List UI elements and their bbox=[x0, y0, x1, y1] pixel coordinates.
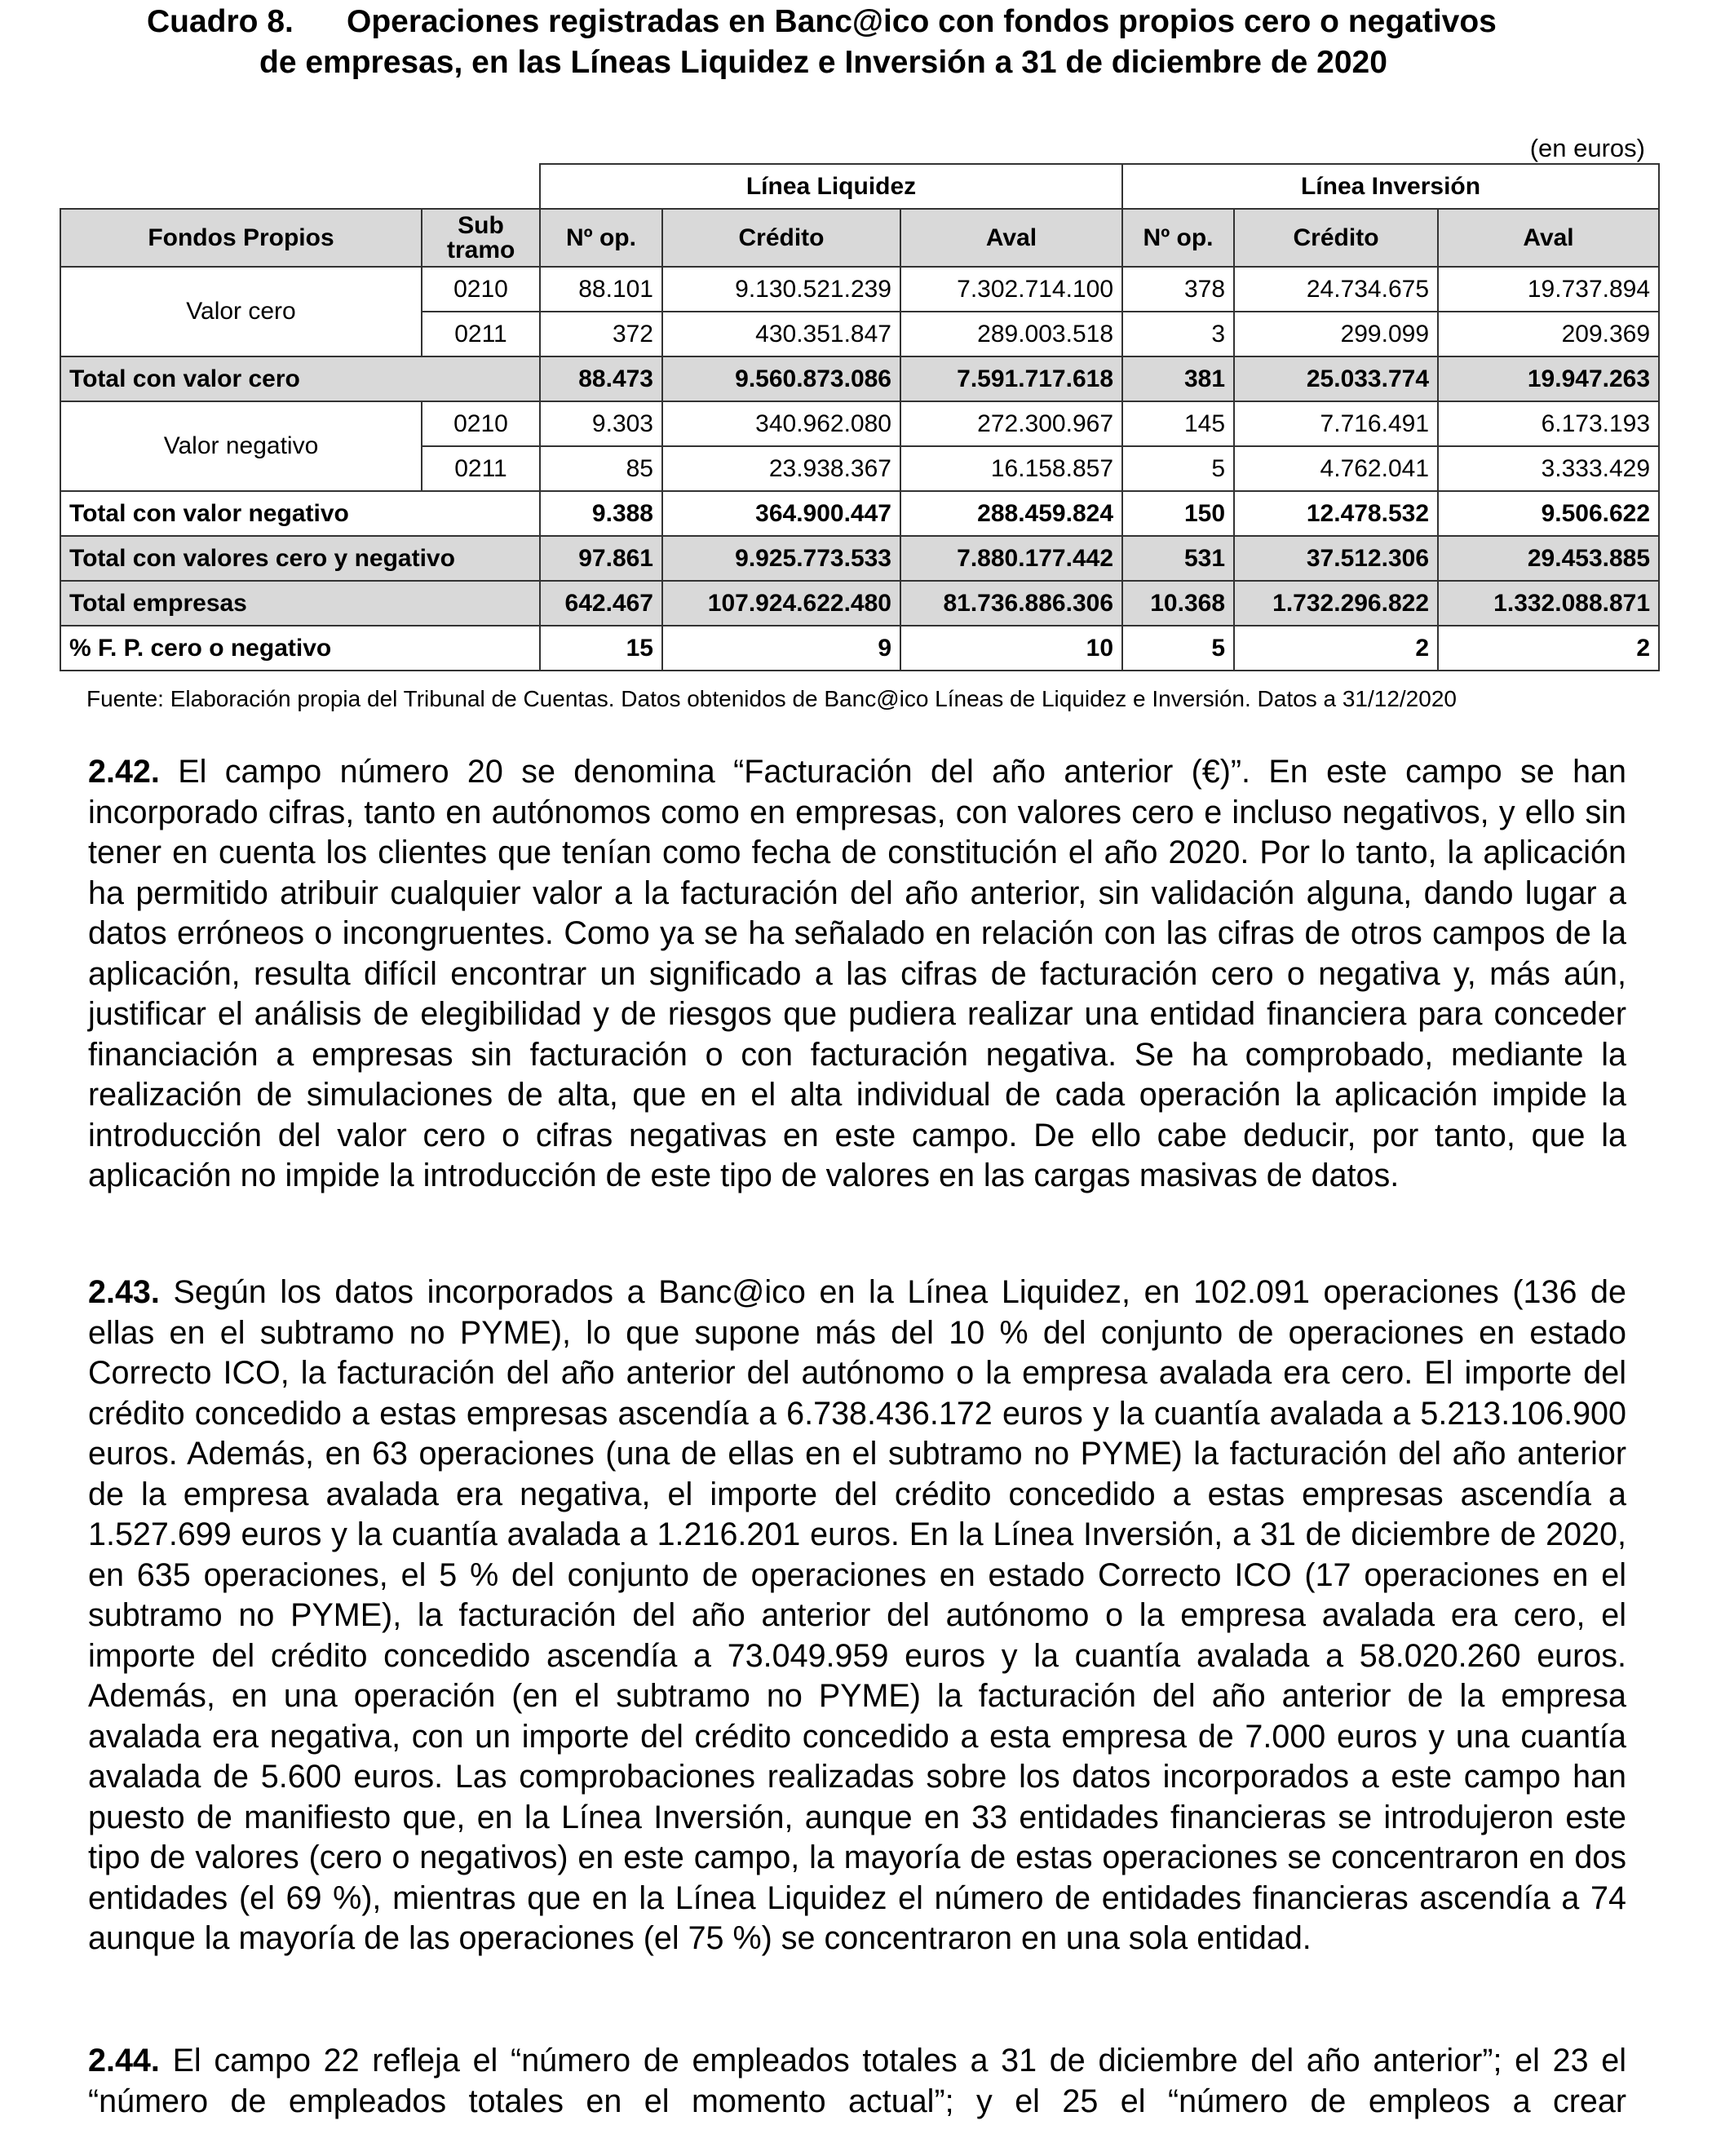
table-number: Cuadro 8. bbox=[147, 4, 294, 39]
paragraph-2-43 bbox=[88, 1273, 1626, 1959]
title-line-2: de empresas, en las Líneas Liquidez e Inversión a 31 de diciembre de 2020 bbox=[259, 45, 1387, 80]
cell-liq-nop: 9.388 bbox=[540, 491, 662, 536]
paragraph-text: Según los datos incorporados a Banc@ico en la Línea Liquidez, en 102.091 operaciones (136 de ellas en el subtramo no PYME), lo que supone más del 10 % del conjunto de operaciones en estado Correcto ICO, la facturación del año anterior del autónomo o la empresa avalada era cero. El importe del crédito concedido a estas empresas ascendía a 6.738.436.172 euros y la cuantía avalada a 5.213.106.900 euros. Además, en 63 operaciones (una de ellas en el subtramo no PYME) la facturación del año anterior de la empresa avalada era negativa, el importe del crédito concedido a estas empresas ascendía a 1.527.699 euros y la cuantía avalada a 1.216.201 euros. En la Línea Inversión, a 31 de diciembre de 2020, en 635 operaciones, el 5 % del conjunto de operaciones en estado Correcto ICO (17 operaciones en el subtramo no PYME), la facturación del año anterior del autónomo o la empresa avalada era cero, el importe del crédito concedido ascendía a 73.049.959 euros y la cuantía avalada a 58.020.260 euros. Además, en una operación (en el subtramo no PYME) la facturación del año anterior de la empresa avalada era negativa, con un importe del crédito concedido a esta empresa de 7.000 euros y una cuantía avalada de 5.600 euros. Las comprobaciones realizadas sobre los datos incorporados a este campo han puesto de manifiesto que, en la Línea Inversión, aunque en 33 entidades financieras se introdujeron este tipo de valores (cero o negativos) en este campo, la mayoría de estas operaciones se concentraron en dos entidades (el 69 %), mientras que en la Línea Liquidez el número de entidades financieras ascendía a 74 aunque la mayoría de las operaciones (el 75 %) se concentraron en una sola entidad. bbox=[88, 1274, 1626, 1956]
units-note: (en euros) bbox=[1529, 134, 1645, 162]
table-title bbox=[147, 2, 1631, 83]
cell-liq-aval: 16.158.857 bbox=[900, 446, 1122, 491]
cell-inv-aval: 29.453.885 bbox=[1438, 536, 1659, 581]
paragraph-number: 2.43. bbox=[88, 1274, 160, 1310]
cell-inv-aval: 209.369 bbox=[1438, 312, 1659, 356]
cell-liq-aval: 7.880.177.442 bbox=[900, 536, 1122, 581]
cell-subtramo: 0211 bbox=[422, 312, 540, 356]
cell-inv-nop: 5 bbox=[1122, 446, 1234, 491]
cell-inv-nop: 10.368 bbox=[1122, 581, 1234, 626]
cell-liq-credito: 430.351.847 bbox=[662, 312, 900, 356]
total-row-valor-cero bbox=[60, 356, 1659, 401]
cell-inv-aval: 2 bbox=[1438, 626, 1659, 671]
cell-liq-aval: 10 bbox=[900, 626, 1122, 671]
cell-inv-aval: 19.737.894 bbox=[1438, 267, 1659, 312]
cell-inv-credito: 299.099 bbox=[1234, 312, 1438, 356]
cell-liq-nop: 642.467 bbox=[540, 581, 662, 626]
header-linea-inversion: Línea Inversión bbox=[1122, 164, 1659, 209]
cell-inv-aval: 3.333.429 bbox=[1438, 446, 1659, 491]
group-header-row bbox=[60, 164, 1659, 209]
cell-liq-nop: 88.473 bbox=[540, 356, 662, 401]
header-liq-credito: Crédito bbox=[662, 209, 900, 267]
paragraph-2-42 bbox=[88, 752, 1626, 1197]
header-liq-nop: Nº op. bbox=[540, 209, 662, 267]
total-label: Total con valores cero y negativo bbox=[60, 536, 540, 581]
paragraph-number: 2.42. bbox=[88, 754, 160, 790]
header-inv-aval: Aval bbox=[1438, 209, 1659, 267]
cell-inv-credito: 7.716.491 bbox=[1234, 401, 1438, 446]
cell-inv-aval: 6.173.193 bbox=[1438, 401, 1659, 446]
cell-liq-aval: 289.003.518 bbox=[900, 312, 1122, 356]
title-line-1 bbox=[147, 2, 1631, 42]
total-label: Total empresas bbox=[60, 581, 540, 626]
cell-liq-aval: 272.300.967 bbox=[900, 401, 1122, 446]
cell-inv-nop: 531 bbox=[1122, 536, 1234, 581]
cell-inv-credito: 12.478.532 bbox=[1234, 491, 1438, 536]
cell-inv-credito: 37.512.306 bbox=[1234, 536, 1438, 581]
group-label-valor-negativo: Valor negativo bbox=[60, 401, 422, 491]
header-inv-nop: Nº op. bbox=[1122, 209, 1234, 267]
total-row-empresas bbox=[60, 581, 1659, 626]
total-row-valor-negativo bbox=[60, 491, 1659, 536]
cell-inv-nop: 145 bbox=[1122, 401, 1234, 446]
cell-inv-nop: 381 bbox=[1122, 356, 1234, 401]
cell-inv-credito: 4.762.041 bbox=[1234, 446, 1438, 491]
total-label: % F. P. cero o negativo bbox=[60, 626, 540, 671]
cell-liq-credito: 107.924.622.480 bbox=[662, 581, 900, 626]
cell-liq-credito: 9.925.773.533 bbox=[662, 536, 900, 581]
paragraph-text: El campo número 20 se denomina “Facturación del año anterior (€)”. En este campo se han incorporado cifras, tanto en autónomos como en empresas, con valores cero e incluso negativos, y ello sin tener en cuenta los clientes que tenían como fecha de constitución el año 2020. Por lo tanto, la aplicación ha permitido atribuir cualquier valor a la facturación del año anterior, sin validación alguna, dando lugar a datos erróneos o incongruentes. Como ya se ha señalado en relación con las cifras de otros campos de la aplicación, resulta difícil encontrar un significado a las cifras de facturación cero o negativa y, más aún, justificar el análisis de elegibilidad y de riesgos que pudiera realizar una entidad financiera para conceder financiación a empresas sin facturación o con facturación negativa. Se ha comprobado, mediante la realización de simulaciones de alta, que en el alta individual de cada operación la aplicación impide la introducción del valor cero o cifras negativas en este campo. De ello cabe deducir, por tanto, que la aplicación no impide la introducción de este tipo de valores en las cargas masivas de datos. bbox=[88, 754, 1626, 1193]
cell-liq-credito: 9 bbox=[662, 626, 900, 671]
paragraph-text: El campo 22 refleja el “número de empleados totales a 31 de diciembre del año anterior”; el 23 el “número de empleados totales en el momento actual”; y el 25 el “número de empleos a crear bbox=[88, 2043, 1626, 2119]
operations-table bbox=[60, 163, 1660, 671]
cell-liq-credito: 364.900.447 bbox=[662, 491, 900, 536]
cell-inv-nop: 150 bbox=[1122, 491, 1234, 536]
header-linea-liquidez: Línea Liquidez bbox=[540, 164, 1122, 209]
cell-inv-credito: 24.734.675 bbox=[1234, 267, 1438, 312]
total-label: Total con valor cero bbox=[60, 356, 540, 401]
header-inv-credito: Crédito bbox=[1234, 209, 1438, 267]
cell-liq-nop: 85 bbox=[540, 446, 662, 491]
cell-inv-credito: 1.732.296.822 bbox=[1234, 581, 1438, 626]
cell-inv-nop: 5 bbox=[1122, 626, 1234, 671]
cell-liq-aval: 81.736.886.306 bbox=[900, 581, 1122, 626]
cell-liq-nop: 97.861 bbox=[540, 536, 662, 581]
cell-subtramo: 0211 bbox=[422, 446, 540, 491]
cell-liq-aval: 7.302.714.100 bbox=[900, 267, 1122, 312]
cell-liq-aval: 288.459.824 bbox=[900, 491, 1122, 536]
paragraph-2-44 bbox=[88, 2041, 1626, 2122]
cell-liq-aval: 7.591.717.618 bbox=[900, 356, 1122, 401]
cell-inv-aval: 9.506.622 bbox=[1438, 491, 1659, 536]
total-label: Total con valor negativo bbox=[60, 491, 540, 536]
percentage-row bbox=[60, 626, 1659, 671]
cell-liq-credito: 340.962.080 bbox=[662, 401, 900, 446]
paragraph-number: 2.44. bbox=[88, 2043, 160, 2079]
cell-inv-credito: 2 bbox=[1234, 626, 1438, 671]
header-subtramo: Sub tramo bbox=[422, 209, 540, 267]
cell-inv-aval: 19.947.263 bbox=[1438, 356, 1659, 401]
table-row bbox=[60, 267, 1659, 312]
cell-liq-credito: 9.560.873.086 bbox=[662, 356, 900, 401]
group-label-valor-cero: Valor cero bbox=[60, 267, 422, 356]
cell-liq-nop: 9.303 bbox=[540, 401, 662, 446]
cell-liq-nop: 88.101 bbox=[540, 267, 662, 312]
cell-liq-nop: 372 bbox=[540, 312, 662, 356]
cell-inv-nop: 378 bbox=[1122, 267, 1234, 312]
column-header-row bbox=[60, 209, 1659, 267]
cell-subtramo: 0210 bbox=[422, 401, 540, 446]
cell-inv-aval: 1.332.088.871 bbox=[1438, 581, 1659, 626]
cell-liq-credito: 23.938.367 bbox=[662, 446, 900, 491]
total-row-cero-negativo bbox=[60, 536, 1659, 581]
cell-inv-credito: 25.033.774 bbox=[1234, 356, 1438, 401]
table-row bbox=[60, 401, 1659, 446]
cell-liq-nop: 15 bbox=[540, 626, 662, 671]
cell-liq-credito: 9.130.521.239 bbox=[662, 267, 900, 312]
title-text-1: Operaciones registradas en Banc@ico con fondos propios cero o negativos bbox=[347, 4, 1497, 39]
header-fondos-propios: Fondos Propios bbox=[60, 209, 422, 267]
cell-subtramo: 0210 bbox=[422, 267, 540, 312]
table-source-note: Fuente: Elaboración propia del Tribunal de Cuentas. Datos obtenidos de Banc@ico Líneas de Liquidez e Inversión. Datos a 31/12/2020 bbox=[86, 686, 1457, 711]
cell-inv-nop: 3 bbox=[1122, 312, 1234, 356]
header-liq-aval: Aval bbox=[900, 209, 1122, 267]
